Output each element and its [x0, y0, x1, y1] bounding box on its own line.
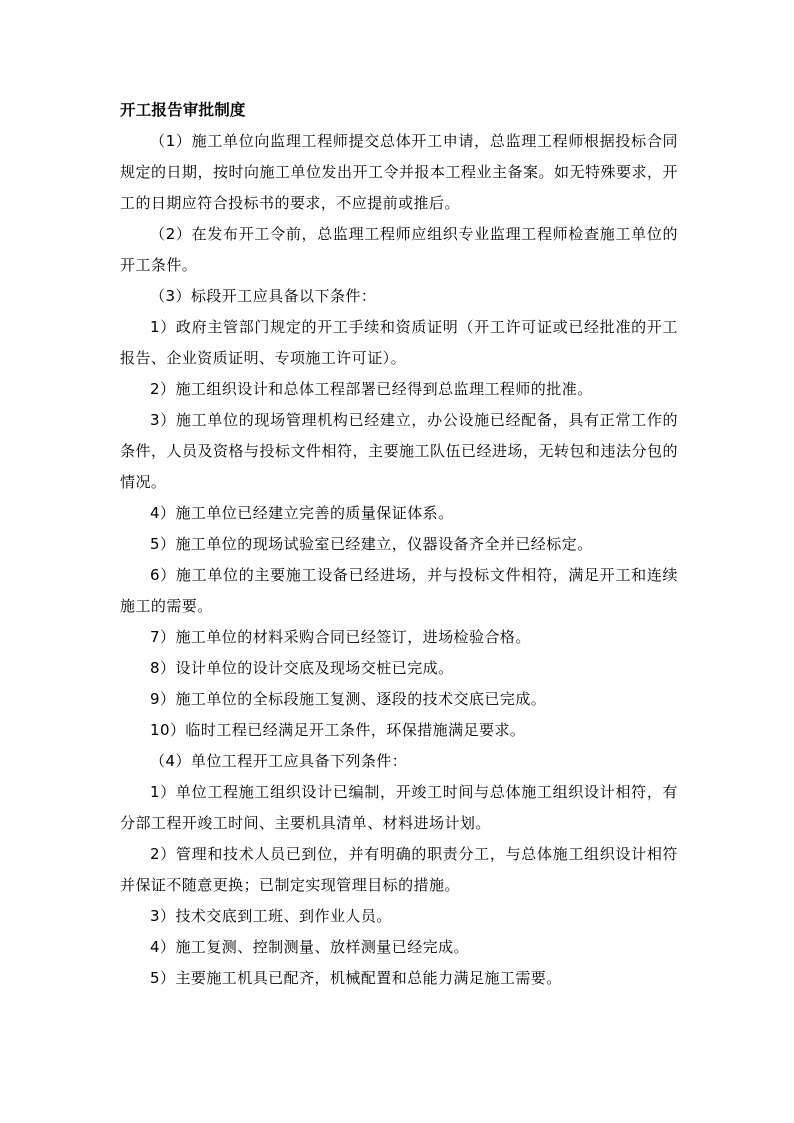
condition-item-7: 7）施工单位的材料采购合同已经签订，进场检验合格。: [150, 628, 531, 646]
condition-item-3: 3）施工单位的现场管理机构已经建立，办公设施已经配备，具有正常工作的条件，人员及资格与投标文件相符，主要施工队伍已经进场，无转包和违法分包的情况。: [120, 411, 678, 491]
document-title: 开工报告审批制度: [120, 101, 246, 119]
condition-item-6: 6）施工单位的主要施工设备已经进场，并与投标文件相符，满足开工和连续施工的需要。: [120, 566, 678, 615]
condition-item-2: 2）施工组织设计和总体工程部署已经得到总监理工程师的批准。: [150, 380, 593, 398]
paragraph-3-heading: （3）标段开工应具备以下条件：: [150, 287, 377, 305]
condition-item-4: 4）施工单位已经建立完善的质量保证体系。: [150, 504, 454, 522]
condition-item-10: 10）临时工程已经满足开工条件，环保措施满足要求。: [150, 721, 526, 739]
condition-item-8: 8）设计单位的设计交底及现场交桩已完成。: [150, 659, 454, 677]
condition-item-9: 9）施工单位的全标段施工复测、逐段的技术交底已完成。: [150, 690, 547, 708]
unit-condition-item-3: 3）技术交底到工班、到作业人员。: [150, 907, 392, 925]
document-page: [120, 97, 678, 994]
condition-item-5: 5）施工单位的现场试验室已经建立，仪器设备齐全并已经标定。: [150, 535, 593, 553]
paragraph-1: （1）施工单位向监理工程师提交总体开工申请，总监理工程师根据投标合同规定的日期，按时向施工单位发出开工令并报本工程业主备案。如无特殊要求，开工的日期应符合投标书的要求，不应提前或推后。: [120, 132, 678, 212]
paragraph-4-heading: （4）单位工程开工应具备下列条件：: [150, 752, 408, 770]
condition-item-1: 1）政府主管部门规定的开工手续和资质证明（开工许可证或已经批准的开工报告、企业资质证明、专项施工许可证）。: [120, 318, 678, 367]
unit-condition-item-1: 1）单位工程施工组织设计已编制，开竣工时间与总体施工组织设计相符，有分部工程开竣工时间、主要机具清单、材料进场计划。: [120, 783, 678, 832]
unit-condition-item-4: 4）施工复测、控制测量、放样测量已经完成。: [150, 938, 469, 956]
unit-condition-item-5: 5）主要施工机具已配齐，机械配置和总能力满足施工需要。: [150, 969, 562, 987]
unit-condition-item-2: 2）管理和技术人员已到位，并有明确的职责分工，与总体施工组织设计相符并保证不随意更换；已制定实现管理目标的措施。: [120, 845, 678, 894]
paragraph-2: （2）在发布开工令前，总监理工程师应组织专业监理工程师检查施工单位的开工条件。: [120, 225, 678, 274]
